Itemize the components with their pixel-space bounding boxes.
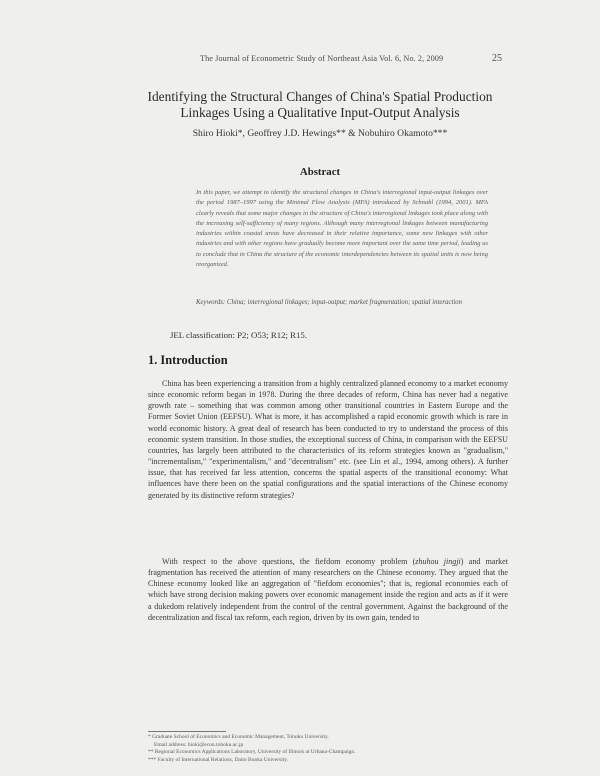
footnote-1: * Graduate School of Economics and Economic Management, Tohoku University. [148,734,329,740]
paragraph-text-start: With respect to the above questions, the fiefdom economy problem ( [162,557,416,566]
footnote-1-email: Email address: hioki@econ.tohoku.ac.jp [154,741,244,748]
title-line-1: Identifying the Structural Changes of China's Spatial Production [147,89,493,104]
page-number: 25 [492,53,502,64]
section-heading-introduction: 1. Introduction [148,353,228,367]
body-paragraph-1 [148,378,508,501]
title-line-2: Linkages Using a Qualitative Input-Output Analysis [180,105,460,120]
footnote-3: *** Faculty of International Relations, Daito Bunka University. [148,756,289,763]
paragraph-text [148,556,508,623]
paragraph-text-end: ) and market fragmentation has received the attention of many researchers on the Chinese economy. They argued that the Chinese economy looked like an aggregation of "fiefdom economies"; that is, regional economies each of which have strong decision making powers over economic management inside the region and acts as if it were a dukedom relatively independent from the control of the central government. Against the background of the decentralization and fiscal tax reform, each region, driven by its own gain, tended to [148,557,508,622]
keywords-label: Keywords: [196,299,226,306]
footnote-divider [148,731,226,732]
abstract-text: In this paper, we attempt to identify the structural changes in China's interregional input-output linkages over the period 1987–1997 using the Minimal Flow Analysis (MFA) introduced by Schnabl (1994, 2001). MFA clearly reveals that some major changes in the structure of China's interregional linkages took place along with the increasing self-sufficiency of many regions. Although many interregional linkages between manufacturing industries within coastal areas have decreased in their relative importance, some new linkages with other industries and with other regions have gradually become more important over the same time period, leading us to conclude that in China the structure of the economic interdependencies between its spatial units is now being reorganized. [196,189,488,269]
keywords [196,298,486,308]
paper-title [120,89,520,121]
footnotes [148,734,508,764]
footnote-2: ** Regional Economics Applications Laboratory, University of Illinois at Urbana-Champaign. [148,749,356,756]
body-paragraph-2 [148,556,508,623]
abstract-heading: Abstract [299,166,341,178]
italic-term: zhuhou jingji [415,557,461,566]
jel-classification: JEL classification: P2; O53; R12; R15. [170,330,307,340]
author-list: Shiro Hioki*, Geoffrey J.D. Hewings** & Nobuhiro Okamoto*** [192,128,448,139]
running-head: The Journal of Econometric Study of Northeast Asia Vol. 6, No. 2, 2009 [200,54,444,63]
paragraph-text: China has been experiencing a transition from a highly centralized planned economy to a market economy since economic reform began in 1978. During the three decades of reform, China has never had a negative growth rate – something that was common among other transitional countries in Eastern Europe and the Former Soviet Union (EEFSU). What is more, it has accomplished a rapid economic growth which is rare in world economic history. A great deal of research has been conducted to try to understand the process of this economic system transition. In those studies, the exceptional success of China, in comparison with the EEFSU countries, has largely been attributed to the characteristics of its reform strategies known as "gradualism," "incrementalism," "experimentalism," and "decentralism" etc. (see Lin et al., 1994, among others). A further issue, that has received far less attention, concerns the spatial aspects of the transitional economy: What influences have there been on the spatial configurations and the spatial interactions of the Chinese economy generated by its distinctive reform strategies? [148,379,508,500]
keywords-text: China; interregional linkages; input-output; market fragmentation; spatial interaction [226,299,463,306]
